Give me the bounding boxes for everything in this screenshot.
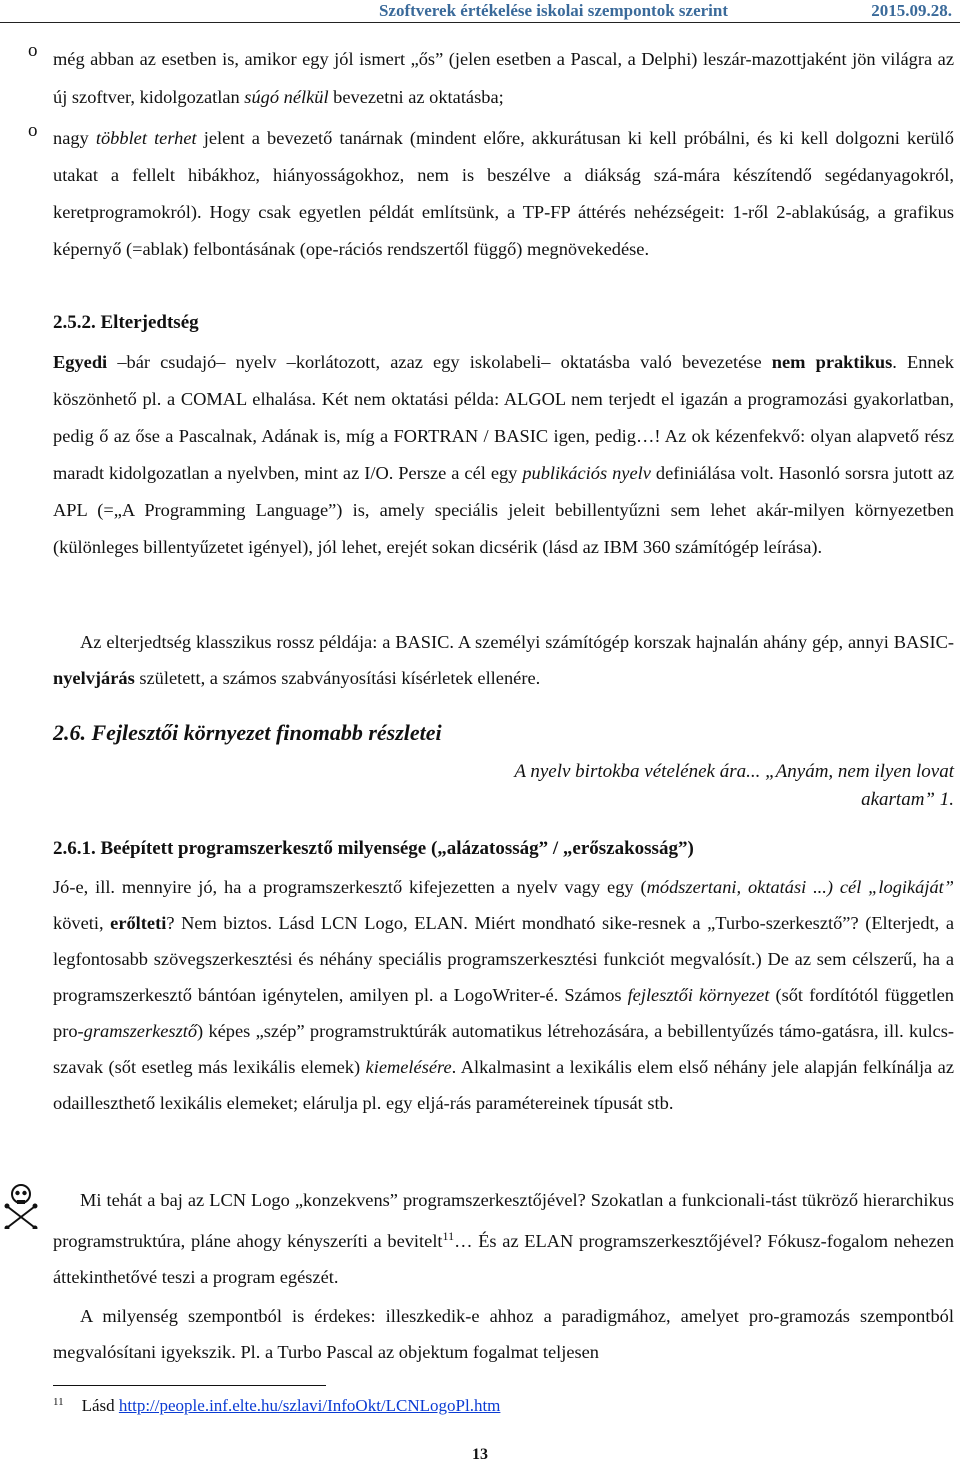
motto-line: A nyelv birtokba vételének ára... „Anyám, nem ilyen lovat bbox=[514, 761, 954, 782]
section-heading: 2.5.2. Elterjedtség bbox=[53, 312, 199, 333]
bullet-item: nagy többlet terhet jelent a bevezető tanárnak (mindent előre, akkurátusan ki kell próbálni, és ki kell dolgozni kerülő utakat a fellelt hibákhoz, hiányosságokhoz, nem is beszélve a diákság szá-mára készítendő segédanyagokról, keretprogramokról). Hogy csak egyetlen példát említsünk, a TP-FP áttérés nehézségeit: 1-ről 2-ablakúság, a grafikus képernyő (=ablak) felbontásának (ope-rációs rendszertől függő) megnövekedése. bbox=[53, 128, 954, 259]
header-title: Szoftverek értékelése iskolai szempontok szerint bbox=[378, 1, 728, 20]
bullet-item: még abban az esetben is, amikor egy jól ismert „ős” (jelen esetben a Pascal, a Delphi) leszár-mazottjaként jön világra az új szoftver, kidolgozatlan súgó nélkül bevezetni az oktatásba; bbox=[53, 49, 954, 107]
section-heading: 2.6. Fejlesztői környezet finomabb részletei bbox=[53, 720, 442, 745]
footnote-ref[interactable]: 11 bbox=[442, 1229, 455, 1243]
footnote: $^{11}$ Lásd http://people.inf.elte.hu/szlavi/InfoOkt/LCNLogoPl.htm bbox=[53, 1396, 501, 1415]
skull-and-crossbones-icon bbox=[3, 1183, 39, 1229]
paragraph: A milyenség szempontból is érdekes: illeszkedik-e ahhoz a paradigmához, amelyet pro-gramozás szempontból megvalósítani igyekszik. Pl. a Turbo Pascal az objektum fogalmat teljesen bbox=[53, 1306, 954, 1362]
footnote-divider bbox=[53, 1385, 326, 1386]
footnote-link[interactable]: http://people.inf.elte.hu/szlavi/InfoOkt/LCNLogoPl.htm bbox=[118, 1396, 501, 1415]
paragraph: Mi tehát a baj az LCN Logo „konzekvens” programszerkesztőjével? Szokatlan a funkcionali-tást tükröző hierarchikus programstruktúra, pláne ahogy kényszeríti a bevitelt$^{11}$… És az ELAN programszerkesztőjével? Fókusz-fogalom nehezen áttekinthetővé teszi a program egészét. bbox=[53, 1190, 955, 1288]
section-heading: 2.6.1. Beépített programszerkesztő milyensége („alázatosság” / „erőszakosság”) bbox=[53, 838, 694, 859]
page-number: 13 bbox=[472, 1446, 488, 1463]
paragraph: Az elterjedtség klasszikus rossz példája: a BASIC. A személyi számítógép korszak hajnalán ahány gép, annyi BASIC-nyelvjárás született, a számos szabványosítási kísérletek ellenére. bbox=[53, 632, 954, 688]
bullet-marker: o bbox=[28, 40, 38, 61]
footnote-number: 11 bbox=[53, 1396, 64, 1408]
motto-line: akartam” 1. bbox=[861, 789, 954, 810]
header-date: 2015.09.28. bbox=[871, 1, 952, 20]
paragraph: Egyedi –bár csudajó– nyelv –korlátozott, azaz egy iskolabeli– oktatásba való bevezetése nem praktikus. Ennek köszönhető pl. a COMAL elhalása. Két nem oktatási példa: ALGOL nem terjedt el igazán a programozási gyakorlatban, pedig ő az őse a Pascalnak, Adának is, míg a FORTRAN / BASIC igen, pedig…! Az ok kézenfekvő: olyan alapvető rész maradt kidolgozatlan a nyelvben, mint az I/O. Persze a cél egy publikációs nyelv definiálása volt. Hasonló sorsra jutott az APL (=„A Programming Language”) is, amely speciális jeleit bebillentyűzni sem lehet akár-milyen környezetben (különleges billentyűzetet igényel), jól lehet, erejét sokan dicsérik (lásd az IBM 360 számítógép leírása). bbox=[53, 352, 954, 557]
paragraph: Jó-e, ill. mennyire jó, ha a programszerkesztő kifejezetten a nyelv vagy egy (módszertani, oktatási ...) cél „logikáját” követi, erőlteti? Nem biztos. Lásd LCN Logo, ELAN. Miért mondható sike-resnek a „Turbo-szerkesztő”? (Elterjedt, a legfontosabb szövegszerkesztési és néhány speciális programszerkesztési funkciót megvalósít.) De az sem célszerű, ha a programszerkesztő bántóan igénytelen, amilyen pl. a LogoWriter-é. Számos fejlesztői környezet (sőt fordítótól független pro-gramszerkesztő) képes „szép” programstruktúrák automatikus létrehozására, a bebillentyűzés támo-gatásra, ill. kulcs-szavak (sőt esetleg más lexikális elemek) kiemelésére. Alkalmasint a lexikális elem első néhány jele alapján felkínálja az odailleszthető lexikális elemeket; elárulja pl. egy eljá-rás paramétereinek típusát stb. bbox=[53, 877, 955, 1113]
bullet-marker: o bbox=[28, 120, 38, 141]
